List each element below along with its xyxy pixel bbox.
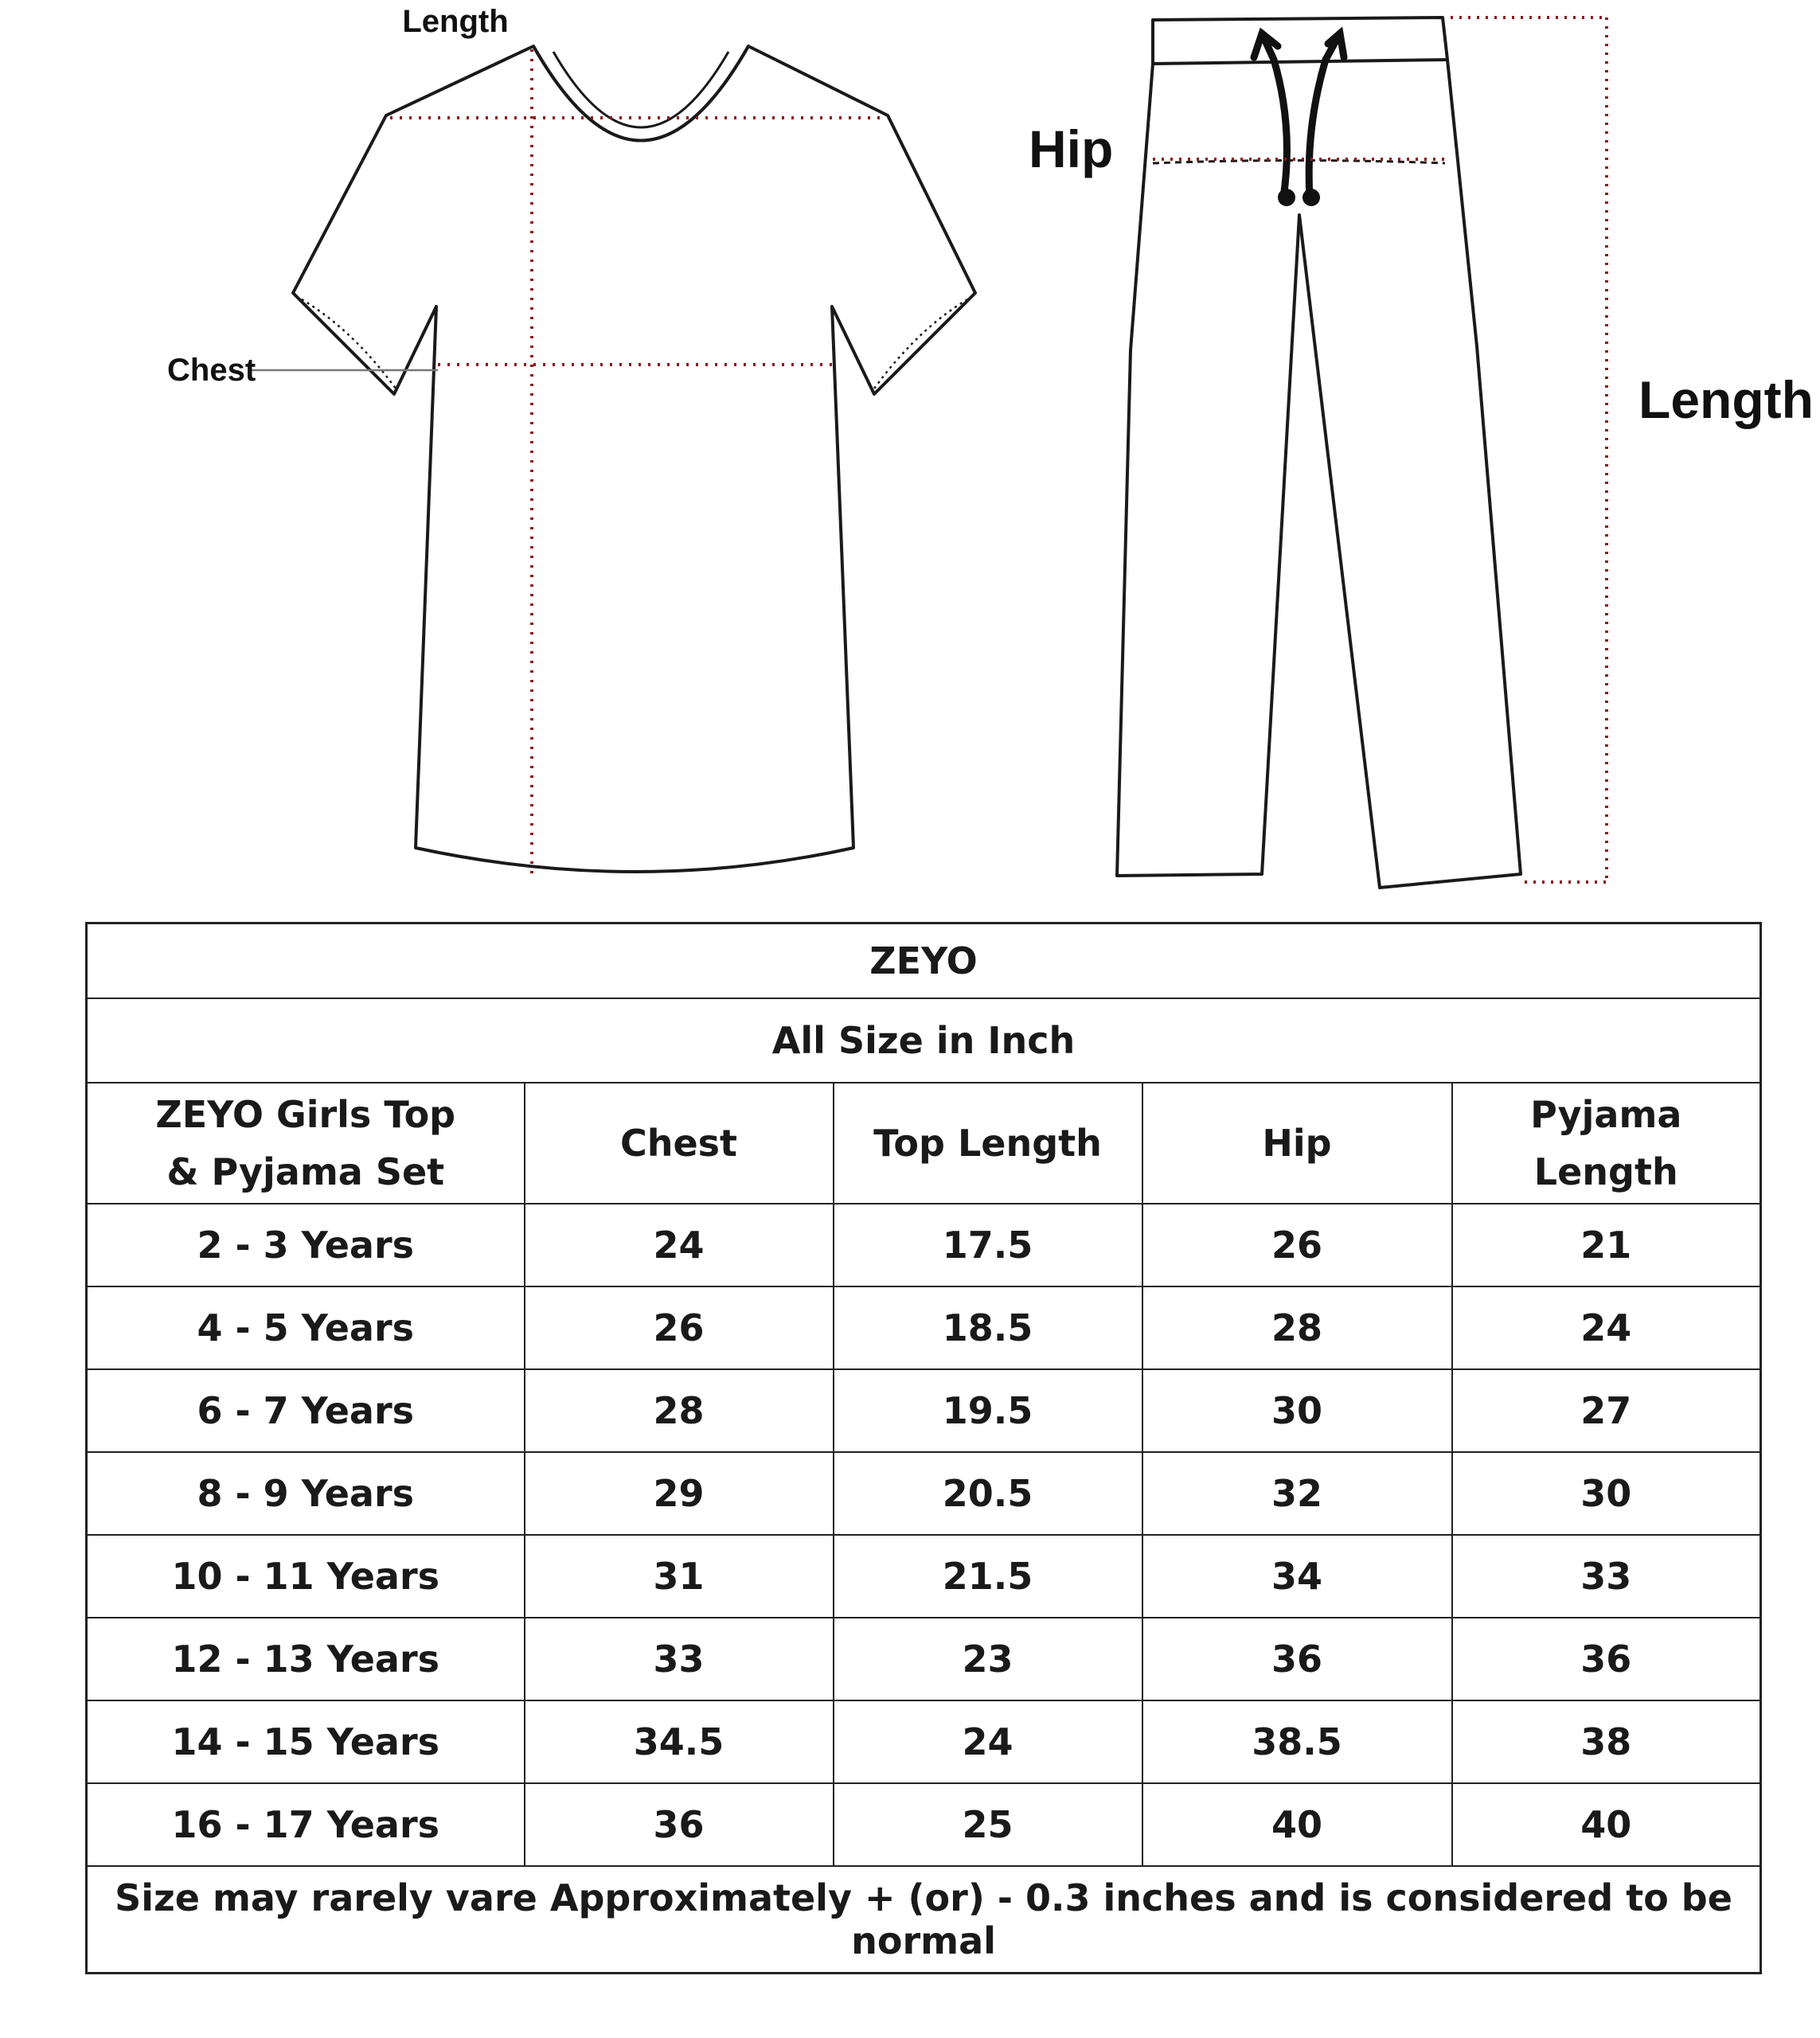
header-chest: Chest xyxy=(525,1083,834,1204)
hip-cell: 32 xyxy=(1142,1452,1452,1535)
chest-cell: 29 xyxy=(525,1452,834,1535)
hip-cell: 28 xyxy=(1142,1286,1452,1369)
drawstring-end-left xyxy=(1278,189,1295,206)
hip-cell: 34 xyxy=(1142,1535,1452,1618)
top-illustration xyxy=(293,46,975,872)
chest-cell: 33 xyxy=(525,1618,834,1700)
hip-cell: 26 xyxy=(1142,1204,1452,1286)
table-row xyxy=(87,1783,1761,1866)
pyjama-length-cell: 27 xyxy=(1452,1369,1761,1452)
chest-cell: 34.5 xyxy=(525,1700,834,1783)
unit-note: All Size in Inch xyxy=(87,998,1761,1083)
table-row xyxy=(87,1286,1761,1369)
pyjama-length-cell: 36 xyxy=(1452,1618,1761,1700)
top-length-label: Length xyxy=(402,4,509,39)
header-pyjama-length: Pyjama Length xyxy=(1452,1083,1761,1204)
pyjama-length-cell: 33 xyxy=(1452,1535,1761,1618)
pyjama-length-cell: 40 xyxy=(1452,1783,1761,1866)
chest-cell: 28 xyxy=(525,1369,834,1452)
top-length-cell: 20.5 xyxy=(834,1452,1142,1535)
top-length-cell: 21.5 xyxy=(834,1535,1142,1618)
size-tolerance-note: Size may rarely vare Approximately + (or) - 0.3 inches and is considered to be normal xyxy=(87,1866,1761,1974)
brand-name: ZEYO xyxy=(87,923,1761,999)
top-length-cell: 17.5 xyxy=(834,1204,1142,1286)
hip-cell: 38.5 xyxy=(1142,1700,1452,1783)
pyjama-illustration xyxy=(1117,18,1521,888)
size-cell: 10 - 11 Years xyxy=(87,1535,525,1618)
hip-cell: 30 xyxy=(1142,1369,1452,1452)
top-length-cell: 19.5 xyxy=(834,1369,1142,1452)
table-row xyxy=(87,1452,1761,1535)
footnote-row xyxy=(87,1866,1761,1974)
chest-cell: 36 xyxy=(525,1783,834,1866)
pyjama-length-cell: 21 xyxy=(1452,1204,1761,1286)
table-row xyxy=(87,1369,1761,1452)
chest-cell: 24 xyxy=(525,1204,834,1286)
size-cell: 16 - 17 Years xyxy=(87,1783,525,1866)
chest-cell: 31 xyxy=(525,1535,834,1618)
top-chest-label: Chest xyxy=(167,353,256,388)
header-size: ZEYO Girls Top & Pyjama Set xyxy=(87,1083,525,1204)
size-cell: 4 - 5 Years xyxy=(87,1286,525,1369)
top-length-cell: 18.5 xyxy=(834,1286,1142,1369)
drawstring-end-right xyxy=(1303,189,1320,206)
hip-cell: 36 xyxy=(1142,1618,1452,1700)
table-row xyxy=(87,1204,1761,1286)
size-cell: 2 - 3 Years xyxy=(87,1204,525,1286)
pyjama-length-cell: 30 xyxy=(1452,1452,1761,1535)
header-hip: Hip xyxy=(1142,1083,1452,1204)
table-row xyxy=(87,1700,1761,1783)
table-row xyxy=(87,1535,1761,1618)
chest-cell: 26 xyxy=(525,1286,834,1369)
size-cell: 14 - 15 Years xyxy=(87,1700,525,1783)
pyjama-length-cell: 38 xyxy=(1452,1700,1761,1783)
pyjama-length-cell: 24 xyxy=(1452,1286,1761,1369)
size-cell: 8 - 9 Years xyxy=(87,1452,525,1535)
size-cell: 12 - 13 Years xyxy=(87,1618,525,1700)
table-row xyxy=(87,1618,1761,1700)
size-chart-table xyxy=(85,922,1762,1974)
top-length-cell: 24 xyxy=(834,1700,1142,1783)
size-diagram xyxy=(0,0,1820,908)
brand-row xyxy=(87,923,1761,999)
top-length-cell: 23 xyxy=(834,1618,1142,1700)
size-cell: 6 - 7 Years xyxy=(87,1369,525,1452)
top-length-cell: 25 xyxy=(834,1783,1142,1866)
unit-row xyxy=(87,998,1761,1083)
header-row xyxy=(87,1083,1761,1204)
header-top-length: Top Length xyxy=(834,1083,1142,1204)
pyjama-hip-label: Hip xyxy=(1029,119,1114,178)
hip-cell: 40 xyxy=(1142,1783,1452,1866)
pyjama-length-label: Length xyxy=(1638,370,1814,429)
